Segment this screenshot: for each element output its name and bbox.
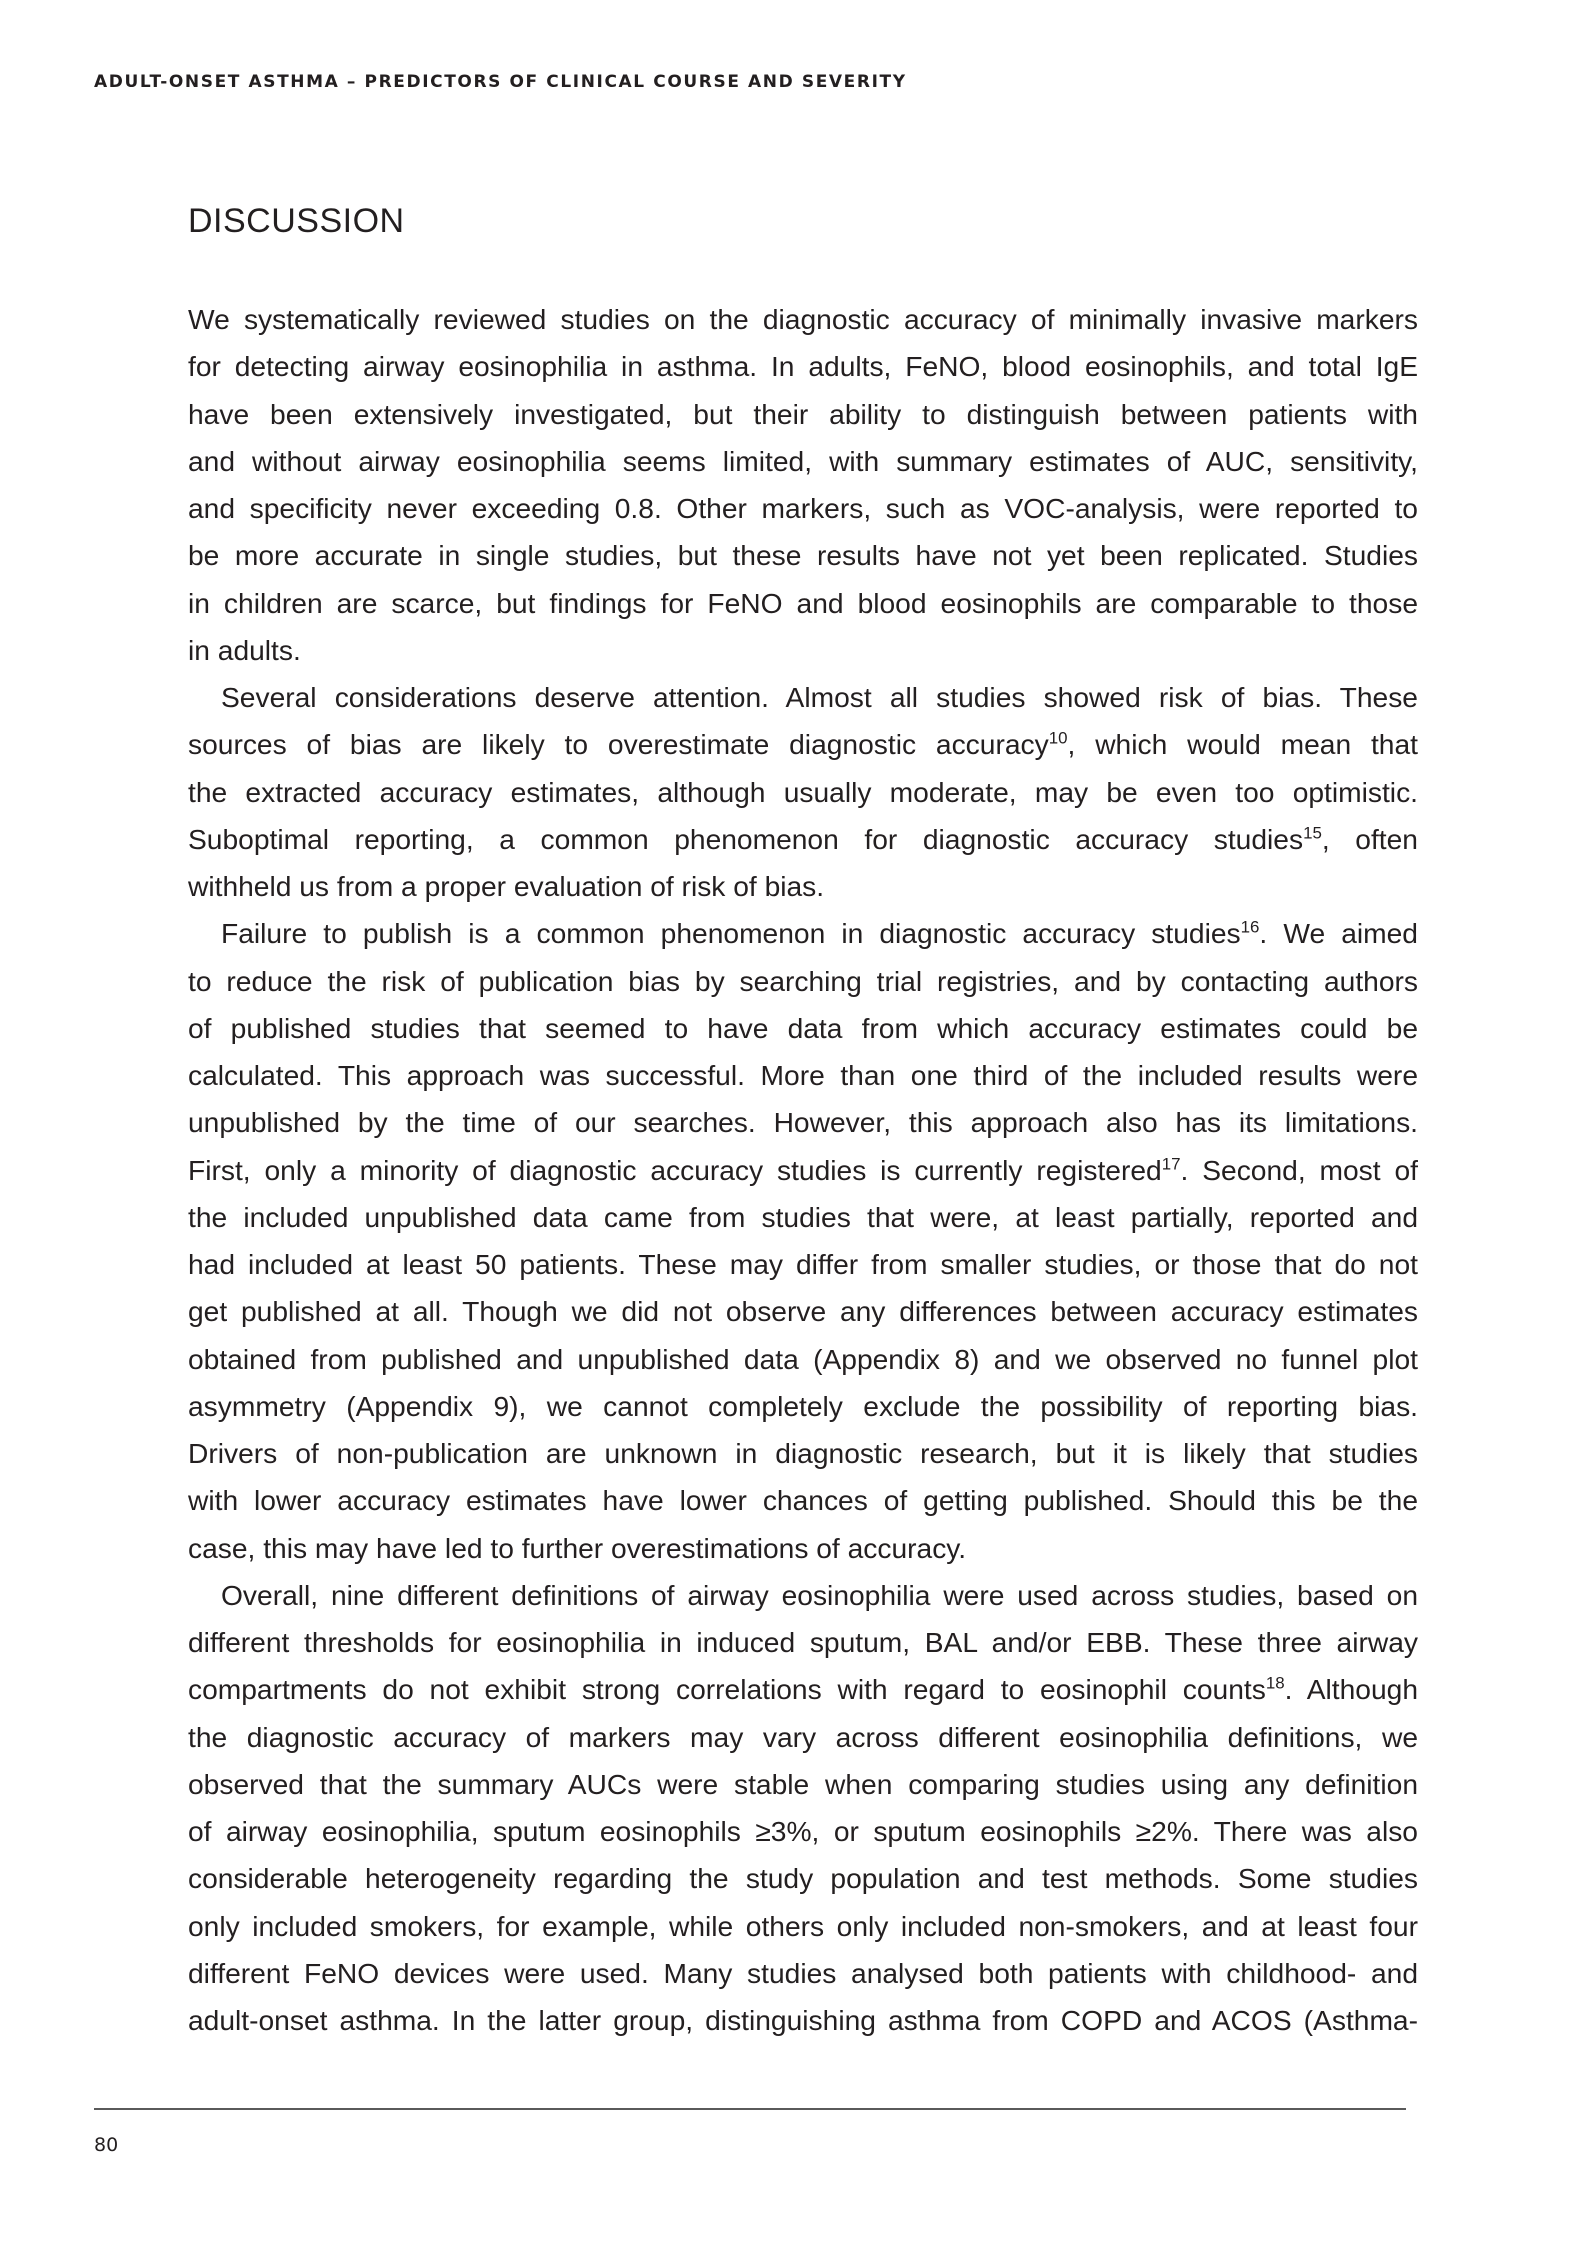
text-run: Suboptimal reporting, a common phenomenon for diagnostic accuracy studies <box>188 822 1304 855</box>
paragraph <box>188 1572 1418 2045</box>
text-run: considerable heterogeneity regarding the study population and test methods. Some studies <box>188 1862 1418 1895</box>
text-run: Overall, nine different definitions of airway eosinophilia were used across studies, based on <box>221 1578 1418 1611</box>
text-run: only included smokers, for example, while others only included non-smokers, and at least four <box>188 1909 1418 1942</box>
text-run: in adults. <box>188 633 301 666</box>
text-line <box>188 1288 1418 1335</box>
text-run: different thresholds for eosinophilia in induced sputum, BAL and/or EBB. These three airway <box>188 1626 1418 1658</box>
discussion-body <box>188 296 1418 2044</box>
text-line <box>188 580 1418 627</box>
text-run: get published at all. Though we did not observe any differences between accuracy estimates <box>188 1295 1418 1328</box>
text-line <box>188 1052 1418 1099</box>
text-run: the diagnostic accuracy of markers may vary across different eosinophilia definitions, we <box>188 1720 1418 1753</box>
text-run: observed that the summary AUCs were stable when comparing studies using any definition <box>188 1767 1418 1800</box>
text-line <box>188 1572 1418 1619</box>
footer-divider <box>94 2108 1406 2110</box>
text-run: the extracted accuracy estimates, although usually moderate, may be even too optimistic. <box>188 775 1418 808</box>
citation-reference: 15 <box>1303 823 1322 843</box>
text-run: Drivers of non-publication are unknown in diagnostic research, but it is likely that studies <box>188 1437 1418 1469</box>
text-run: calculated. This approach was successful. More than one third of the included results were <box>188 1059 1418 1091</box>
citation-reference: 17 <box>1161 1154 1181 1174</box>
text-line <box>188 674 1418 721</box>
text-run: and without airway eosinophilia seems limited, with summary estimates of AUC, sensitivity, <box>188 444 1418 477</box>
text-run: the included unpublished data came from studies that were, at least partially, reported and <box>188 1200 1418 1233</box>
text-run: different FeNO devices were used. Many studies analysed both patients with childhood- and <box>188 1956 1418 1989</box>
section-title: DISCUSSION <box>188 202 405 240</box>
text-run: to reduce the risk of publication bias by searching trial registries, and by contacting authors <box>188 964 1418 997</box>
text-run: with lower accuracy estimates have lower chances of getting published. Should this be the <box>188 1484 1418 1517</box>
text-line <box>188 1761 1418 1808</box>
text-run: Failure to publish is a common phenomenon in diagnostic accuracy studies <box>221 917 1241 950</box>
citation-reference: 16 <box>1240 917 1260 937</box>
text-line <box>188 1241 1418 1288</box>
text-line <box>188 438 1418 485</box>
text-run: asymmetry (Appendix 9), we cannot completely exclude the possibility of reporting bias. <box>188 1389 1418 1422</box>
text-line <box>188 485 1418 532</box>
text-line <box>188 721 1418 768</box>
text-run: in children are scarce, but findings for FeNO and blood eosinophils are comparable to those <box>188 586 1418 619</box>
text-line <box>188 769 1418 816</box>
text-line <box>188 1383 1418 1430</box>
text-line <box>188 1147 1418 1194</box>
text-line <box>188 816 1418 863</box>
text-run: . Second, most of <box>1180 1153 1418 1186</box>
paragraph <box>188 674 1418 910</box>
text-line <box>188 1808 1418 1855</box>
citation-reference: 18 <box>1265 1673 1285 1693</box>
text-run: be more accurate in single studies, but these results have not yet been replicated. Studies <box>188 539 1418 572</box>
text-run: have been extensively investigated, but their ability to distinguish between patients with <box>188 397 1418 430</box>
text-run: case, this may have led to further overestimations of accuracy. <box>188 1531 967 1564</box>
text-line <box>188 863 1418 910</box>
text-run: Several considerations deserve attention. Almost all studies showed risk of bias. These <box>221 681 1418 713</box>
text-line <box>188 1950 1418 1997</box>
text-run: sources of bias are likely to overestimate diagnostic accuracy <box>188 728 1049 761</box>
paragraph <box>188 296 1418 674</box>
text-line <box>188 391 1418 438</box>
running-head: ADULT-ONSET ASTHMA – PREDICTORS OF CLINICAL COURSE AND SEVERITY <box>94 72 907 92</box>
text-run: , which would mean that <box>1067 728 1418 761</box>
text-line <box>188 296 1418 343</box>
text-line <box>188 1903 1418 1950</box>
text-run: adult-onset asthma. In the latter group, distinguishing asthma from COPD and ACOS (Asthma- <box>188 2004 1418 2036</box>
text-line <box>188 627 1418 674</box>
page-number: 80 <box>94 2134 119 2156</box>
text-run: compartments do not exhibit strong correlations with regard to eosinophil counts <box>188 1673 1266 1706</box>
text-line <box>188 343 1418 390</box>
text-line <box>188 1714 1418 1761</box>
text-line <box>188 1666 1418 1713</box>
text-line <box>188 958 1418 1005</box>
text-run: of airway eosinophilia, sputum eosinophils ≥3%, or sputum eosinophils ≥2%. There was also <box>188 1815 1418 1847</box>
text-run: . We aimed <box>1259 917 1418 950</box>
text-line <box>188 1005 1418 1052</box>
text-run: withheld us from a proper evaluation of risk of bias. <box>188 870 825 902</box>
text-run: had included at least 50 patients. These may differ from smaller studies, or those that do not <box>188 1248 1418 1280</box>
text-run: and specificity never exceeding 0.8. Other markers, such as VOC-analysis, were reported to <box>188 492 1418 524</box>
text-run: for detecting airway eosinophilia in asthma. In adults, FeNO, blood eosinophils, and total IgE <box>188 350 1418 383</box>
text-line <box>188 1099 1418 1146</box>
text-run: of published studies that seemed to have data from which accuracy estimates could be <box>188 1011 1418 1044</box>
text-run: obtained from published and unpublished data (Appendix 8) and we observed no funnel plot <box>188 1342 1418 1375</box>
text-run: First, only a minority of diagnostic accuracy studies is currently registered <box>188 1153 1162 1186</box>
text-line <box>188 1997 1418 2044</box>
text-line <box>188 910 1418 957</box>
text-line <box>188 1194 1418 1241</box>
text-line <box>188 1477 1418 1524</box>
text-run: , often <box>1321 822 1418 855</box>
text-line <box>188 1525 1418 1572</box>
text-line <box>188 1619 1418 1666</box>
text-line <box>188 1430 1418 1477</box>
citation-reference: 10 <box>1048 728 1068 748</box>
text-line <box>188 1336 1418 1383</box>
text-run: unpublished by the time of our searches. However, this approach also has its limitations. <box>188 1106 1418 1139</box>
text-line <box>188 1855 1418 1902</box>
text-run: We systematically reviewed studies on the diagnostic accuracy of minimally invasive markers <box>188 303 1418 335</box>
paragraph <box>188 910 1418 1572</box>
text-line <box>188 532 1418 579</box>
text-run: . Although <box>1284 1673 1419 1706</box>
